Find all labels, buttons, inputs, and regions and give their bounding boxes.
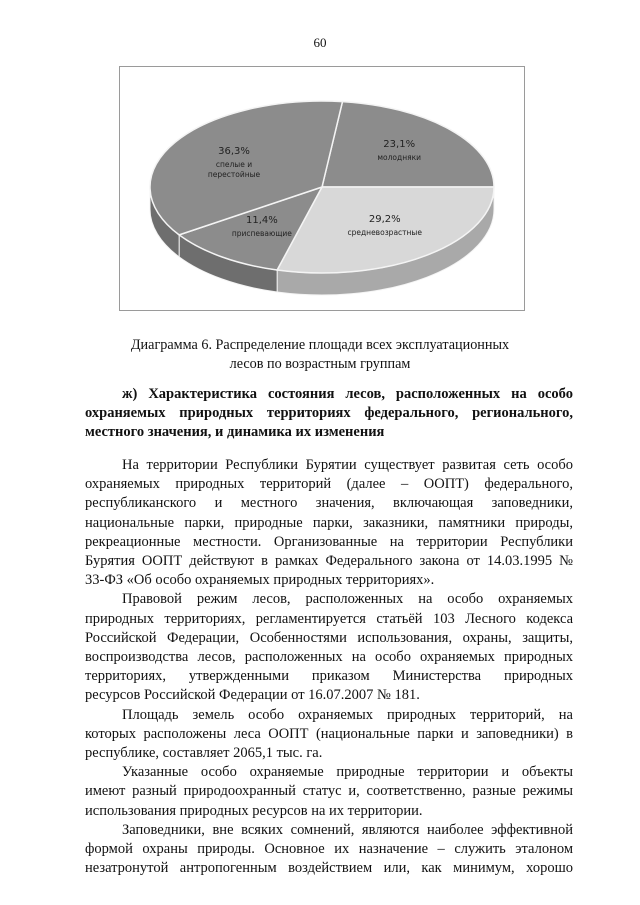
- section-heading: [85, 385, 573, 442]
- pie-chart-figure: [119, 66, 525, 311]
- pie-slice-category-label: перестойные: [207, 170, 261, 180]
- text-line: Бурятия ООПТ действуют в рамках Федерального закона от 14.03.1995 №: [85, 553, 573, 570]
- figure-caption-line-1: Диаграмма 6. Распределение площади всех эксплуатационных: [130, 337, 510, 353]
- pie-slice-category-label: спелые и: [215, 160, 253, 170]
- text-line: территориях, утвержденными приказом Министерства природных: [85, 668, 573, 685]
- text-line: Правовой режим лесов, расположенных на особо охраняемых: [122, 591, 573, 608]
- pie-slice-value-label: 11,4%: [245, 214, 278, 226]
- text-line: республике, составляет 2065,1 тыс. га.: [85, 745, 323, 762]
- pie-slice-category-label: приспевающие: [231, 228, 292, 238]
- text-line: рекреационные местности. Организованные на территории Республики: [85, 533, 573, 550]
- text-line: На территории Республики Бурятии существует развитая сеть особо: [122, 457, 573, 473]
- text-line: незатронутой антропогенным воздействием или, как минимум, хорошо: [85, 860, 573, 877]
- text-line: имеют разный природоохранный статус и, соответственно, разные режимы: [85, 783, 573, 800]
- text-line: Российской Федерации, Особенностями использования, охраны, защиты,: [85, 629, 573, 646]
- body-text: [85, 456, 573, 878]
- text-line: охраняемых природных территорий (далее – ООПТ) федерального,: [85, 476, 573, 493]
- text-line: 33-ФЗ «Об особо охраняемых природных территориях».: [85, 572, 435, 589]
- page-number: 60: [313, 35, 327, 50]
- text-line: использования природных ресурсов на их территории.: [85, 802, 423, 819]
- paragraph: [85, 821, 573, 879]
- paragraph: [85, 590, 573, 705]
- paragraph: [85, 706, 573, 764]
- text-line: Указанные особо охраняемые природные территории и объекты: [122, 764, 573, 781]
- paragraph: [85, 456, 573, 590]
- text-line: которых расположены леса ООПТ (национальные парки и заповедники) в: [85, 725, 573, 742]
- section-heading-line: ж) Характеристика состояния лесов, расположенных на особо: [122, 386, 573, 402]
- text-line: природных территориях, регламентируется статьёй 103 Лесного кодекса: [85, 610, 573, 627]
- text-line: Заповедники, вне всяких сомнений, являются наиболее эффективной: [122, 821, 573, 838]
- figure-caption-line-2: лесов по возрастным группам: [229, 356, 411, 372]
- text-line: Площадь земель особо охраняемых природных территорий, на: [122, 706, 573, 723]
- paragraph: [85, 763, 573, 821]
- text-line: воспроизводства лесов, расположенных на особо охраняемых природных: [85, 649, 573, 666]
- section-heading-line: охраняемых природных территориях федерального, регионального,: [85, 405, 573, 421]
- pie-slice-value-label: 29,2%: [368, 213, 401, 225]
- text-line: национальные парки, природные парки, заказники, памятники природы,: [85, 514, 573, 531]
- pie-chart: [120, 67, 524, 310]
- pie-slice-value-label: 23,1%: [383, 138, 416, 150]
- section-heading-line: местного значения, и динамика их изменения: [85, 424, 385, 440]
- pie-slice-value-label: 36,3%: [218, 146, 250, 158]
- pie-slice-category-label: молодняки: [377, 152, 422, 162]
- text-line: ресурсов Российской Федерации от 16.07.2007 № 181.: [85, 687, 420, 704]
- text-line: формой охраны природы. Основное их назначение – служить эталоном: [85, 841, 573, 858]
- text-line: республиканского и местного значения, включающая заповедники,: [85, 495, 573, 512]
- pie-slice-category-label: средневозрастные: [347, 227, 422, 237]
